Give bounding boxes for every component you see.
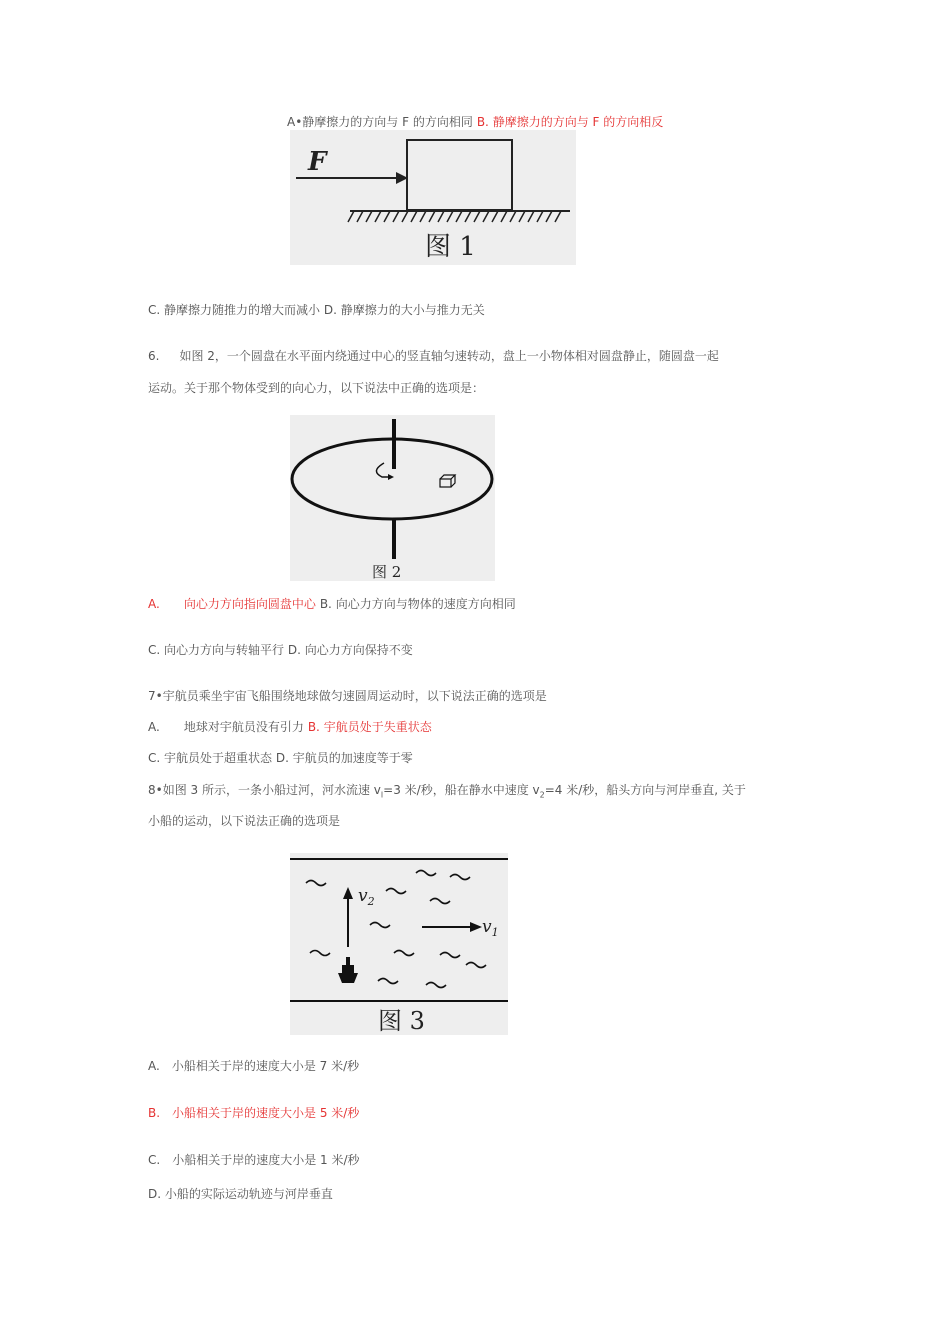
fig3-v1-arrow-head: [470, 922, 482, 932]
figure-3-drawing: [290, 853, 508, 1035]
q5-option-b: B. 静摩擦力的方向与 F 的方向相反: [476, 115, 664, 129]
figure-1-drawing: [290, 130, 576, 265]
fig2-small-object: [440, 475, 455, 487]
q8-option-c-letter: C.: [148, 1153, 161, 1167]
q8-stem-line2: 小船的运动，以下说法正确的选项是: [148, 814, 341, 828]
q8-option-b: [148, 1105, 359, 1121]
q6-number: 6.: [148, 349, 160, 363]
q7-option-a-text: 地球对宇航员没有引力: [183, 720, 304, 734]
fig1-ground-hatching: [348, 211, 561, 222]
q8-option-c-text: 小船相关于岸的速度大小是 1 米/秒: [172, 1153, 360, 1167]
q8-option-b-letter: B.: [148, 1106, 161, 1120]
fig2-rotation-arrow-head: [388, 474, 394, 480]
fig1-block: [407, 140, 512, 210]
q7-options-ab: [148, 719, 432, 735]
fig1-force-label: F: [308, 147, 327, 177]
q7-options-cd: C. 宇航员处于超重状态 D. 宇航员的加速度等于零: [148, 751, 413, 765]
fig3-caption: 图 3: [378, 1007, 425, 1035]
q6-stem-text: 如图 2，一个圆盘在水平面内绕通过中心的竖直轴匀速转动，盘上一小物体相对圆盘静止，随圆盘一起: [179, 349, 719, 363]
q7-stem: 7•宇航员乘坐宇宙飞船围绕地球做匀速圆周运动时，以下说法正确的选项是: [148, 689, 547, 703]
q5-option-a: A•静摩擦力的方向与 F 的方向相同: [287, 115, 473, 129]
fig2-caption: 图 2: [372, 563, 402, 581]
q8-stem-part3: =4 米/秒，船头方向与河岸垂直, 关于: [544, 783, 746, 797]
figure-2-drawing: [290, 415, 495, 581]
q6-options-cd: C. 向心力方向与转轴平行 D. 向心力方向保持不变: [148, 643, 413, 657]
figure-1: [290, 130, 576, 265]
figure-2: [290, 415, 495, 581]
fig3-boat-icon: [338, 957, 358, 983]
fig1-caption: 图 1: [425, 232, 476, 262]
q6-stem-line2: 运动。关于那个物体受到的向心力，以下说法中正确的选项是：: [148, 381, 485, 395]
q6-option-b: B. 向心力方向与物体的速度方向相同: [319, 597, 516, 611]
q8-option-b-text: 小船相关于岸的速度大小是 5 米/秒: [172, 1106, 360, 1120]
q6-option-a-text: 向心力方向指向圆盘中心: [183, 597, 316, 611]
q5-options-ab: [287, 114, 663, 130]
q7-option-b: B. 宇航员处于失重状态: [307, 720, 432, 734]
q8-option-a-letter: A.: [148, 1059, 160, 1073]
q7-option-a-letter: A.: [148, 720, 160, 734]
q8-option-a: [148, 1058, 359, 1074]
q8-option-c: [148, 1152, 360, 1168]
fig3-v1-label: $v_1$: [482, 917, 499, 939]
figure-3: [290, 853, 508, 1035]
fig2-rotation-arrow: [376, 463, 390, 477]
fig3-v2-arrow-head: [343, 887, 353, 899]
q6-stem-line1: [148, 348, 719, 364]
q8-option-d: D. 小船的实际运动轨迹与河岸垂直: [148, 1187, 333, 1201]
q8-stem-sub2: 2: [539, 790, 545, 800]
fig3-waves: [306, 871, 486, 988]
q8-stem-line1: [148, 782, 746, 803]
q8-stem-sub1: l: [380, 790, 384, 800]
q6-options-ab: [148, 596, 516, 612]
q8-option-a-text: 小船相关于岸的速度大小是 7 米/秒: [171, 1059, 360, 1073]
q6-option-a-letter: A.: [148, 597, 160, 611]
q8-stem-part2: =3 米/秒，船在静水中速度 v: [383, 783, 540, 797]
q8-stem-part1: 8•如图 3 所示，一条小船过河，河水流速 v: [148, 783, 381, 797]
fig3-v2-label: $v_2$: [358, 886, 375, 908]
q5-options-cd: C. 静摩擦力随推力的增大而减小 D. 静摩擦力的大小与推力无关: [148, 303, 485, 317]
